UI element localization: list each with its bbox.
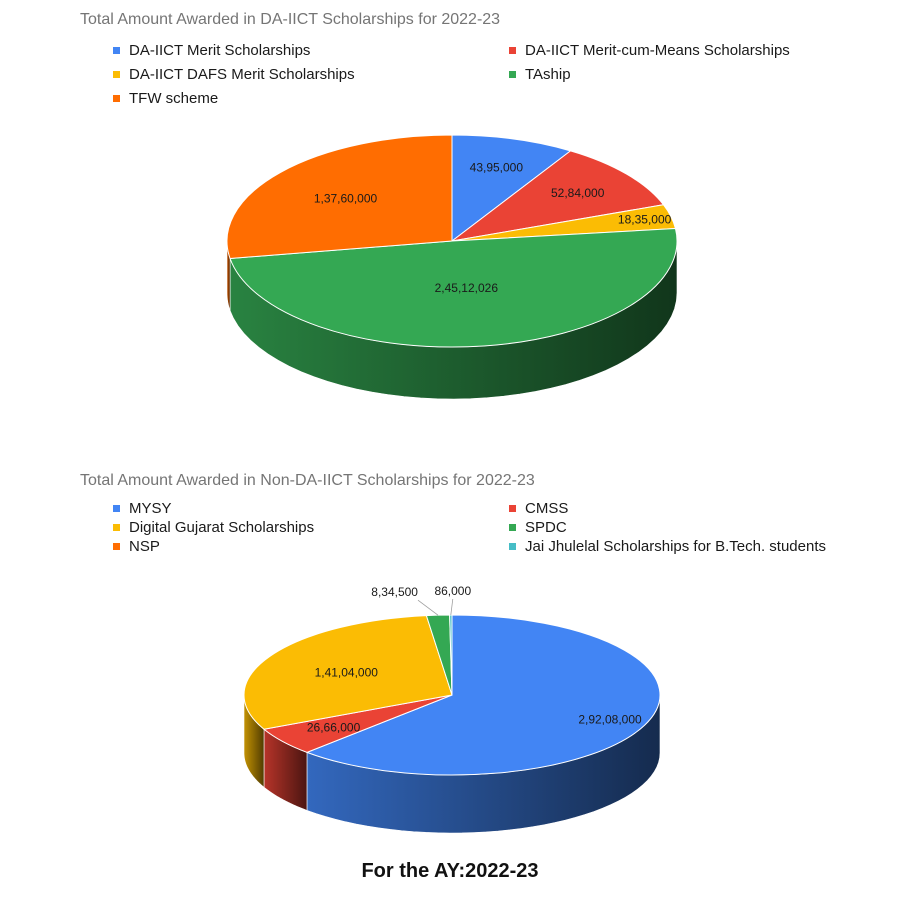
legend-swatch bbox=[113, 47, 120, 54]
legend-item-nsp bbox=[113, 538, 160, 555]
legend-label: DA-IICT Merit Scholarships bbox=[129, 42, 311, 59]
legend-label: Digital Gujarat Scholarships bbox=[129, 519, 315, 536]
legend-item-digital-gujarat-scholarships bbox=[113, 519, 314, 536]
legend-item-spdc bbox=[509, 519, 567, 536]
chart-1-pie bbox=[0, 120, 900, 440]
legend-item-tfw-scheme bbox=[113, 90, 218, 107]
leader-line-spdc bbox=[418, 600, 438, 615]
legend-item-da-iict-dafs-merit-scholarships bbox=[113, 66, 355, 83]
pie-top bbox=[227, 135, 677, 347]
data-label-jai-jhulelal-scholarships-for-b-tech-students: 86,000 bbox=[434, 584, 472, 598]
legend-swatch bbox=[113, 543, 120, 550]
data-label-digital-gujarat-scholarships: 1,41,04,000 bbox=[314, 665, 378, 680]
data-label-cmss: 26,66,000 bbox=[306, 720, 361, 735]
data-label-da-iict-merit-scholarships: 43,95,000 bbox=[469, 160, 524, 175]
data-label-mysy: 2,92,08,000 bbox=[578, 712, 642, 727]
legend-label: CMSS bbox=[525, 500, 569, 517]
legend-item-da-iict-merit-cum-means-scholarships bbox=[509, 42, 790, 59]
legend-item-cmss bbox=[509, 500, 568, 517]
data-label-da-iict-dafs-merit-scholarships: 18,35,000 bbox=[617, 212, 672, 227]
chart-2-pie bbox=[0, 575, 900, 845]
legend-label: TAship bbox=[525, 66, 571, 83]
legend-swatch bbox=[113, 524, 120, 531]
legend-item-mysy bbox=[113, 500, 172, 517]
legend-label: TFW scheme bbox=[129, 90, 219, 107]
legend-swatch bbox=[113, 71, 120, 78]
legend-item-da-iict-merit-scholarships bbox=[113, 42, 310, 59]
footer-caption: For the AY:2022-23 bbox=[361, 860, 539, 882]
legend-item-taship bbox=[509, 66, 571, 83]
legend-label: SPDC bbox=[525, 519, 567, 536]
legend-swatch bbox=[509, 505, 516, 512]
legend-label: DA-IICT DAFS Merit Scholarships bbox=[129, 66, 355, 83]
legend-label: Jai Jhulelal Scholarships for B.Tech. students bbox=[525, 538, 826, 555]
legend-swatch bbox=[113, 505, 120, 512]
legend-swatch bbox=[509, 543, 516, 550]
data-label-taship: 2,45,12,026 bbox=[434, 281, 499, 296]
leader-line-jai-jhulelal-scholarships-for-b-tech-students bbox=[451, 599, 453, 615]
pie-top bbox=[244, 615, 660, 775]
legend-swatch bbox=[113, 95, 120, 102]
legend-swatch bbox=[509, 71, 516, 78]
data-label-tfw-scheme: 1,37,60,000 bbox=[313, 191, 378, 206]
chart-2-title: Total Amount Awarded in Non-DA-IICT Scholarships for 2022-23 bbox=[80, 472, 535, 489]
legend-swatch bbox=[509, 524, 516, 531]
legend-label: NSP bbox=[129, 538, 160, 555]
legend-item-jai-jhulelal-scholarships-for-b-tech-students bbox=[509, 538, 826, 555]
data-label-spdc: 8,34,500 bbox=[371, 585, 418, 600]
chart-1-title: Total Amount Awarded in DA-IICT Scholarships for 2022-23 bbox=[80, 11, 501, 28]
legend-label: MYSY bbox=[129, 500, 172, 517]
legend-swatch bbox=[509, 47, 516, 54]
data-label-da-iict-merit-cum-means-scholarships: 52,84,000 bbox=[550, 185, 605, 200]
legend-label: DA-IICT Merit-cum-Means Scholarships bbox=[525, 42, 790, 59]
